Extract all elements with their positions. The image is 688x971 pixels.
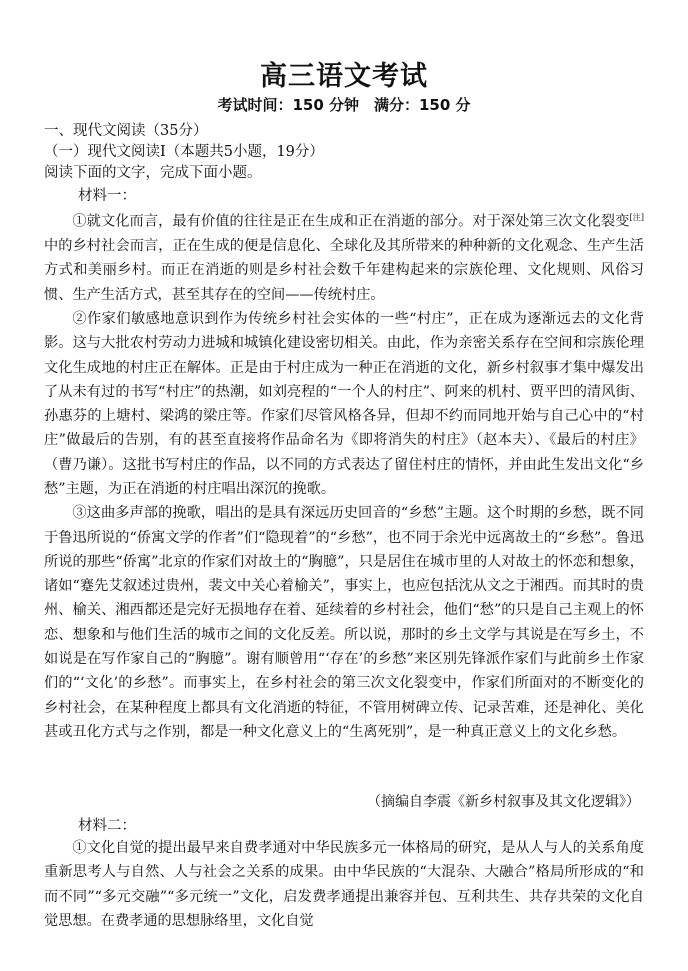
exam-info: 考试时间：150 分钟 满分：150 分 [217,96,471,114]
paragraph-text: ①就文化而言，最有价值的往往是正在生成和正在消逝的部分。对于深处第三次文化裂变 [72,213,630,230]
paragraph [44,206,644,307]
material-1-label: 材料一： [78,188,136,204]
sub-section-heading: （一）现代文阅读Ⅰ（本题共5小题，19分） [44,144,324,160]
paragraph-text: 中的乡村社会而言，正在生成的便是信息化、全球化及其所带来的种种新的文化观念、生产生活方式和美丽乡村。而正在消逝的则是乡村社会数千年建构起来的宗族伦理、文化规则、风俗习惯、生产生活方式，甚至其存在的空间——传统村庄。 [44,238,644,303]
page-title: 高三语文考试 [260,61,428,92]
paragraph: ②作家们敏感地意识到作为传统乡村社会实体的一些“村庄”，正在成为逐渐远去的文化背影。这与大批农村劳动力进城和城镇化建设密切相关。由此，作为亲密关系存在空间和宗族伦理文化生成地的村庄正在解体。正是由于村庄成为一种正在消逝的文化，新乡村叙事才集中爆发出了从未有过的书写“村庄”的热潮，如刘亮程的“一个人的村庄”、阿来的机村、贾平凹的清风街、孙惠芬的上塘村、梁鸿的梁庄等。作家们尽管风格各异，但却不约而同地开始与自己心中的“村庄”做最后的告别，有的甚至直接将作品命名为《即将消失的村庄》（赵本夫）、《最后的村庄》（曹乃谦）。这批书写村庄的作品，以不同的方式表达了留住村庄的情怀，并由此生发出文化“乡愁”主题，为正在消逝的村庄唱出深沉的挽歌。 [44,310,644,497]
instruction: 阅读下面的文字，完成下面小题。 [44,165,262,181]
material-1-body [44,206,644,744]
material-2-body [44,836,644,933]
section-heading: 一、现代文阅读（35分） [44,123,208,139]
paragraph: ①文化自觉的提出最早来自费孝通对中华民族多元一体格局的研究，是从人与人的关系角度重新思考人与自然、人与社会之关系的成果。由中华民族的“大混杂、大融合”格局所形成的“和而不同”“多元交融”“多元统一”文化，启发费孝通提出兼容并包、互利共生、共存共荣的文化自觉思想。在费孝通的思想脉络里，文化自觉 [44,840,644,929]
material-2-label: 材料二： [78,818,136,834]
paragraph: ③这曲多声部的挽歌，唱出的是具有深远历史回音的“乡愁”主题。这个时期的乡愁，既不同于鲁迅所说的“侨寓文学的作者”们“隐现着”的“乡愁”，也不同于余光中远离故土的“乡愁”。鲁迅所说的那些“侨寓”北京的作家们对故土的“胸臆”，只是居住在城市里的人对故土的怀恋和想象，诸如“蹇先艾叙述过贵州，裴文中关心着榆关”，事实上，也应包括沈从文之于湘西。而其时的贵州、榆关、湘西都还是完好无损地存在着、延续着的乡村社会，他们“愁”的只是自己主观上的怀恋、想象和与他们生活的城市之间的文化反差。所以说，那时的乡土文学与其说是在写乡土，不如说是在写作家自己的“胸臆”。谢有顺曾用“‘存在’的乡愁”来区别先锋派作家们与此前乡土作家们的“‘文化’的乡愁”。而事实上，在乡村社会的第三次文化裂变中，作家们所面对的不断变化的乡村社会，在某种程度上都具有文化消逝的特征，不管用树碑立传、记录苦难，还是神化、美化甚或丑化方式与之作别，都是一种文化意义上的“生离死别”，是一种真正意义上的文化乡愁。 [44,505,644,740]
footnote-marker: [注] [629,213,644,222]
source-citation: （摘编自李震《新乡村叙事及其文化逻辑》） [367,794,640,810]
